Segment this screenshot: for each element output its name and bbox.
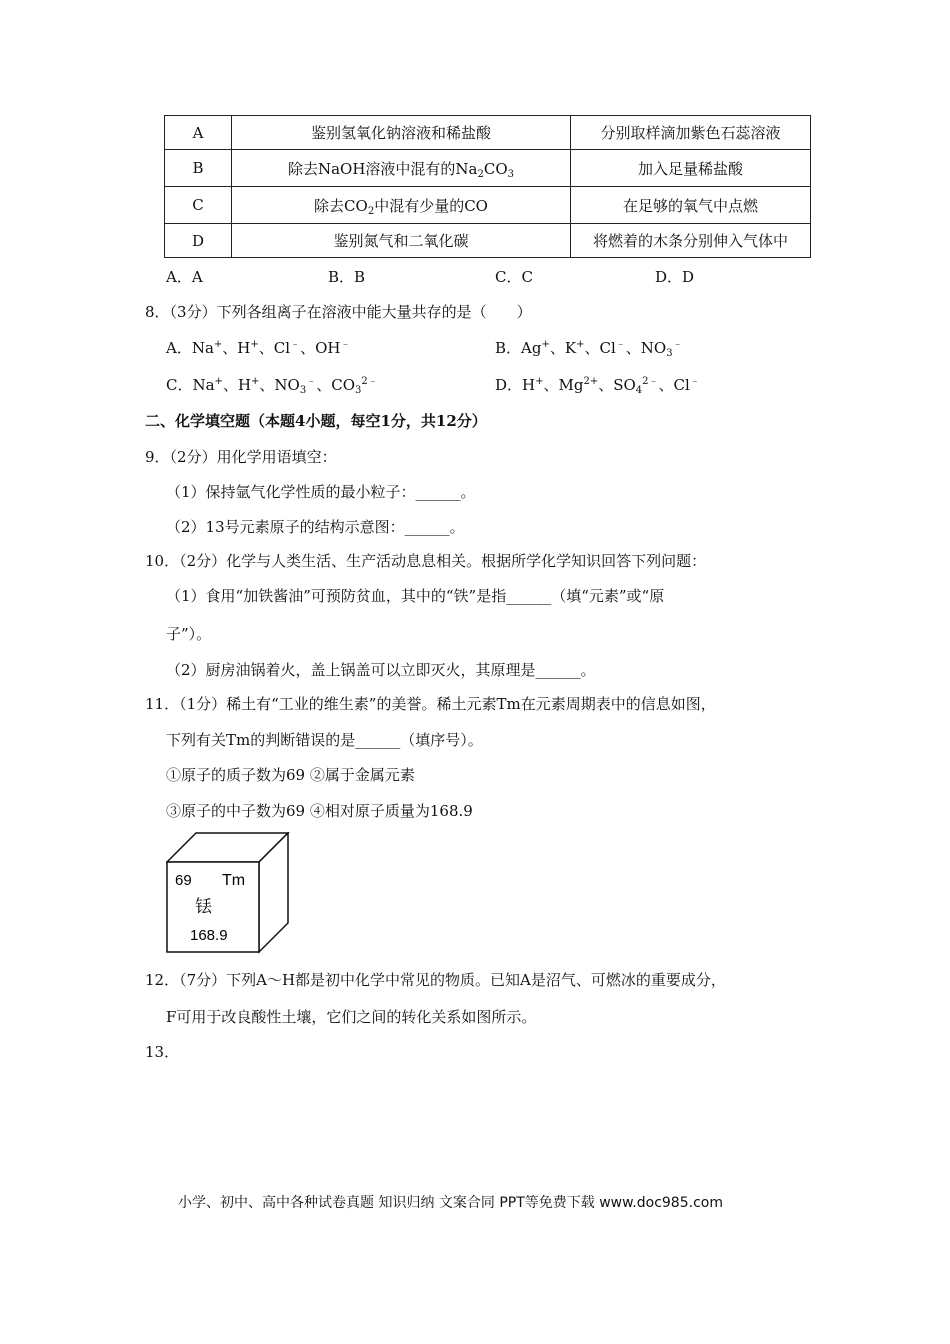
q7-choice-a: A．A	[166, 268, 203, 286]
q8-choice-d: D．H+、$Mg^{2+}$、$SO_4^{2﹣}$、Cl﹣	[495, 376, 700, 396]
q10-stem: 10．（2分）化学与人类生活、生产活动息息相关。根据所学化学知识回答下列问题：	[145, 552, 707, 570]
q11-stem: 11．（1分）稀土有“工业的维生素”的美誉。稀土元素Tm在元素周期表中的信息如图，	[145, 695, 716, 713]
q7-choice-c: C．C	[495, 268, 533, 286]
q8-choice-c: C．Na+、H+、$NO_3^﹣$、$CO_3^{2﹣}$	[166, 376, 378, 396]
row-key: B	[165, 150, 232, 187]
row-key: C	[165, 187, 232, 224]
q12-stem-cont: F可用于改良酸性土壤，它们之间的转化关系如图所示。	[166, 1008, 537, 1026]
q13-stem: 13．	[145, 1043, 180, 1061]
q11-option-4: ④相对原子质量为168.9	[309, 802, 473, 820]
table-row	[165, 187, 811, 224]
row-experiment: 鉴别氢氧化钠溶液和稀盐酸	[232, 116, 571, 150]
row-method: 加入足量稀盐酸	[571, 150, 811, 187]
table-row	[165, 116, 811, 150]
q10-part2: （2）厨房油锅着火，盖上锅盖可以立即灭火，其原理是______。	[166, 661, 596, 679]
q11-options-row1	[166, 764, 415, 785]
q11-option-1: ①原子的质子数为69	[166, 766, 306, 784]
element-name: 铥	[195, 897, 212, 917]
page-footer: 小学、初中、高中各种试卷真题 知识归纳 文案合同 PPT等免费下载 www.doc985.com	[178, 1195, 723, 1211]
section-heading: 二、化学填空题（本题4小题，每空1分，共12分）	[145, 412, 487, 430]
element-mass: 168.9	[190, 927, 228, 944]
row-method: 将燃着的木条分别伸入气体中	[571, 224, 811, 258]
q11-option-2: ②属于金属元素	[309, 766, 415, 784]
row-method: 在足够的氧气中点燃	[571, 187, 811, 224]
row-experiment: 除去NaOH溶液中混有的$Na_2CO_3$	[232, 150, 571, 187]
q9-stem: 9．（2分）用化学用语填空：	[145, 448, 337, 466]
row-key: D	[165, 224, 232, 258]
table-row	[165, 150, 811, 187]
q12-stem: 12．（7分）下列A～H都是初中化学中常见的物质。已知A是沼气、可燃冰的重要成分，	[145, 971, 726, 989]
q11-options-row2	[166, 800, 473, 821]
q7-choice-d: D．D	[655, 268, 695, 286]
q8-choice-a: A．Na+、H+、Cl﹣、OH﹣	[166, 339, 351, 357]
row-key: A	[165, 116, 232, 150]
options-table	[164, 115, 811, 258]
q8-stem: 8．（3分）下列各组离子在溶液中能大量共存的是（ ）	[145, 303, 532, 321]
q10-part1-cont: 子”）。	[166, 625, 212, 643]
q11-stem-cont: 下列有关Tm的判断错误的是______（填序号）。	[166, 731, 483, 749]
element-number: 69	[175, 872, 192, 889]
q10-part1: （1）食用“加铁酱油”可预防贫血，其中的“铁”是指______（填“元素”或“原	[166, 587, 665, 605]
q8-choice-b: B．Ag+、K+、Cl﹣、$NO_3^﹣$	[495, 339, 683, 359]
row-experiment: 除去$CO_2$中混有少量的CO	[232, 187, 571, 224]
q7-choice-b: B．B	[328, 268, 366, 286]
row-experiment: 鉴别氮气和二氧化碳	[232, 224, 571, 258]
row-method: 分别取样滴加紫色石蕊溶液	[571, 116, 811, 150]
element-card	[166, 832, 292, 954]
table-row	[165, 224, 811, 258]
q9-part2: （2）13号元素原子的结构示意图：______。	[166, 518, 465, 536]
q11-option-3: ③原子的中子数为69	[166, 802, 306, 820]
q9-part1: （1）保持氩气化学性质的最小粒子：______。	[166, 483, 476, 501]
element-symbol: Tm	[222, 872, 246, 889]
